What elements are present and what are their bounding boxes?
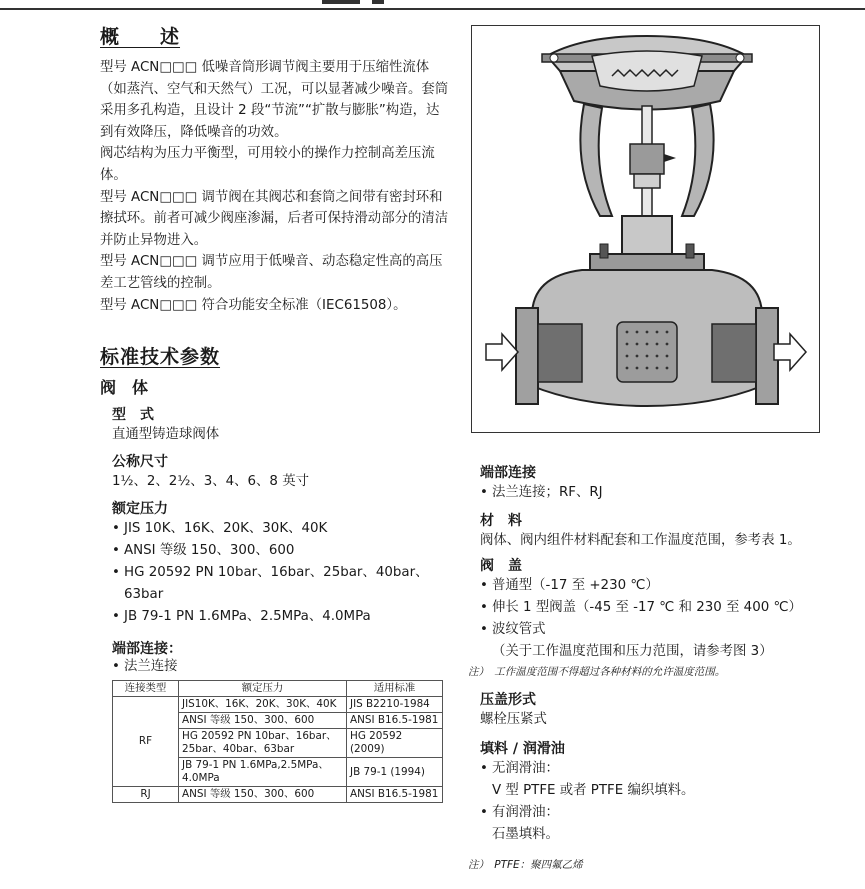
- specs-title: 标准技术参数: [100, 346, 221, 369]
- footnote: 注） 工作温度范围不得超过各种材料的允许温度范围。: [468, 666, 726, 678]
- bullet: •: [480, 761, 488, 776]
- list-item-text: 伸长 1 型阀盖（-45 至 -17 ℃ 和 230 至 400 ℃）: [492, 600, 802, 615]
- gland-text: 螺栓压紧式: [480, 712, 547, 727]
- bullet: •: [480, 578, 488, 593]
- list-item-text: 有润滑油：: [492, 805, 559, 820]
- table-header: 适用标准: [347, 681, 443, 697]
- packing-detail: 石墨填料。: [492, 827, 559, 842]
- valve-figure: [471, 25, 820, 433]
- table-cell: ANSI B16.5-1981: [347, 787, 443, 803]
- top-rule: [0, 8, 865, 10]
- list-item-text: HG 20592 PN 10bar、16bar、25bar、40bar、: [124, 565, 429, 581]
- bullet: •: [112, 521, 120, 537]
- bullet: •: [480, 485, 488, 500]
- bullet: •: [112, 543, 120, 559]
- header-mark: [322, 0, 360, 4]
- table-cell: RJ: [113, 787, 179, 803]
- table-header-row: [113, 681, 443, 697]
- list-item-continuation: 63bar: [124, 587, 164, 603]
- list-item: [112, 658, 452, 676]
- end-connection-heading: 端部连接：: [112, 641, 182, 658]
- inlet-arrow-icon: [486, 334, 518, 370]
- table-cell: JB 79-1 (1994): [347, 758, 443, 787]
- list-item: [480, 619, 830, 641]
- packing-detail: V 型 PTFE 或者 PTFE 编织填料。: [492, 783, 695, 798]
- list-item: [480, 597, 830, 619]
- pressure-heading: 额定压力: [112, 501, 168, 518]
- body-heading: 阀 体: [100, 378, 149, 398]
- list-item: [112, 518, 452, 540]
- footnote: 注） PTFE：聚四氟乙烯: [468, 859, 583, 871]
- list-item: [480, 482, 830, 504]
- table-cell: ANSI 等级 150、300、600: [179, 787, 347, 803]
- bullet: •: [480, 805, 488, 820]
- table-cell: HG 20592 PN 10bar、16bar、25bar、40bar、63bar: [179, 729, 347, 758]
- connection-table: [112, 680, 443, 803]
- table-cell: JIS B2210-1984: [347, 697, 443, 713]
- material-text: 阀体、阀内组件材料配套和工作温度范围，参考表 1。: [480, 533, 801, 548]
- overview-paragraph: 型号 ACN□□□ 符合功能安全标准（IEC61508）。: [100, 297, 407, 313]
- list-item: [480, 575, 830, 597]
- header-mark: [372, 0, 384, 4]
- bullet: •: [112, 565, 120, 581]
- type-value: 直通型铸造球阀体: [112, 427, 220, 443]
- list-item: [480, 758, 830, 780]
- overview-paragraph: 阀芯结构为压力平衡型，可用较小的操作力控制高差压流体。: [100, 146, 435, 183]
- bonnet-note: （关于工作温度范围和压力范围，请参考图 3）: [492, 644, 773, 659]
- overview-paragraph: 型号 ACN□□□ 调节阀在其阀芯和套筒之间带有密封环和擦拭环。前者可减少阀座渗漏，后者可保持滑动部分的清洁并防止异物进入。: [100, 189, 449, 248]
- table-row: [113, 787, 443, 803]
- table-header: 连接类型: [113, 681, 179, 697]
- list-item: [112, 606, 452, 628]
- size-value: 1½、2、2½、3、4、6、8 英寸: [112, 474, 309, 490]
- list-item: [112, 540, 452, 562]
- bonnet-heading: 阀 盖: [480, 558, 522, 574]
- table-cell: JIS10K、16K、20K、30K、40K: [179, 697, 347, 713]
- list-item: [480, 802, 830, 824]
- list-item-text: 法兰连接: [124, 659, 178, 675]
- packing-heading: 填料 / 润滑油: [480, 741, 565, 757]
- list-item: [112, 562, 452, 584]
- type-heading: 型 式: [112, 407, 154, 424]
- bullet: •: [480, 600, 488, 615]
- list-item-text: 法兰连接；RF、RJ: [492, 485, 603, 500]
- list-item-text: 无润滑油：: [492, 761, 559, 776]
- bullet: •: [112, 659, 120, 675]
- list-item-text: 普通型（-17 至 +230 ℃）: [492, 578, 659, 593]
- table-cell: ANSI B16.5-1981: [347, 713, 443, 729]
- table-row: [113, 697, 443, 713]
- gland-heading: 压盖形式: [480, 692, 536, 708]
- valve-cross-section-illustration: [472, 26, 819, 432]
- bullet: •: [112, 609, 120, 625]
- table-cell: ANSI 等级 150、300、600: [179, 713, 347, 729]
- size-heading: 公称尺寸: [112, 454, 168, 471]
- right-column: [468, 458, 830, 874]
- table-cell: RF: [113, 697, 179, 787]
- table-cell: JB 79-1 PN 1.6MPa,2.5MPa、4.0MPa: [179, 758, 347, 787]
- end-connection-heading: 端部连接: [480, 465, 536, 481]
- bullet: •: [480, 622, 488, 637]
- list-item-text: JIS 10K、16K、20K、30K、40K: [124, 521, 328, 537]
- overview-paragraph: 型号 ACN□□□ 低噪音筒形调节阀主要用于压缩性流体（如蒸汽、空气和天然气）工况，可以显著减少噪音。套筒采用多孔构造，且设计 2 段“节流”“扩散与膨胀”构造，达到有效降压，降低噪音的功效。: [100, 60, 449, 140]
- overview-title: 概 述: [100, 26, 181, 48]
- left-column: [100, 22, 452, 803]
- table-header: 额定压力: [179, 681, 347, 697]
- table-cell: HG 20592 (2009): [347, 729, 443, 758]
- list-item-text: 波纹管式: [492, 622, 546, 637]
- list-item-text: ANSI 等级 150、300、600: [124, 543, 295, 559]
- material-heading: 材 料: [480, 513, 522, 529]
- list-item-text: JB 79-1 PN 1.6MPa、2.5MPa、4.0MPa: [124, 609, 371, 625]
- overview-paragraph: 型号 ACN□□□ 调节应用于低噪音、动态稳定性高的高压差工艺管线的控制。: [100, 254, 443, 291]
